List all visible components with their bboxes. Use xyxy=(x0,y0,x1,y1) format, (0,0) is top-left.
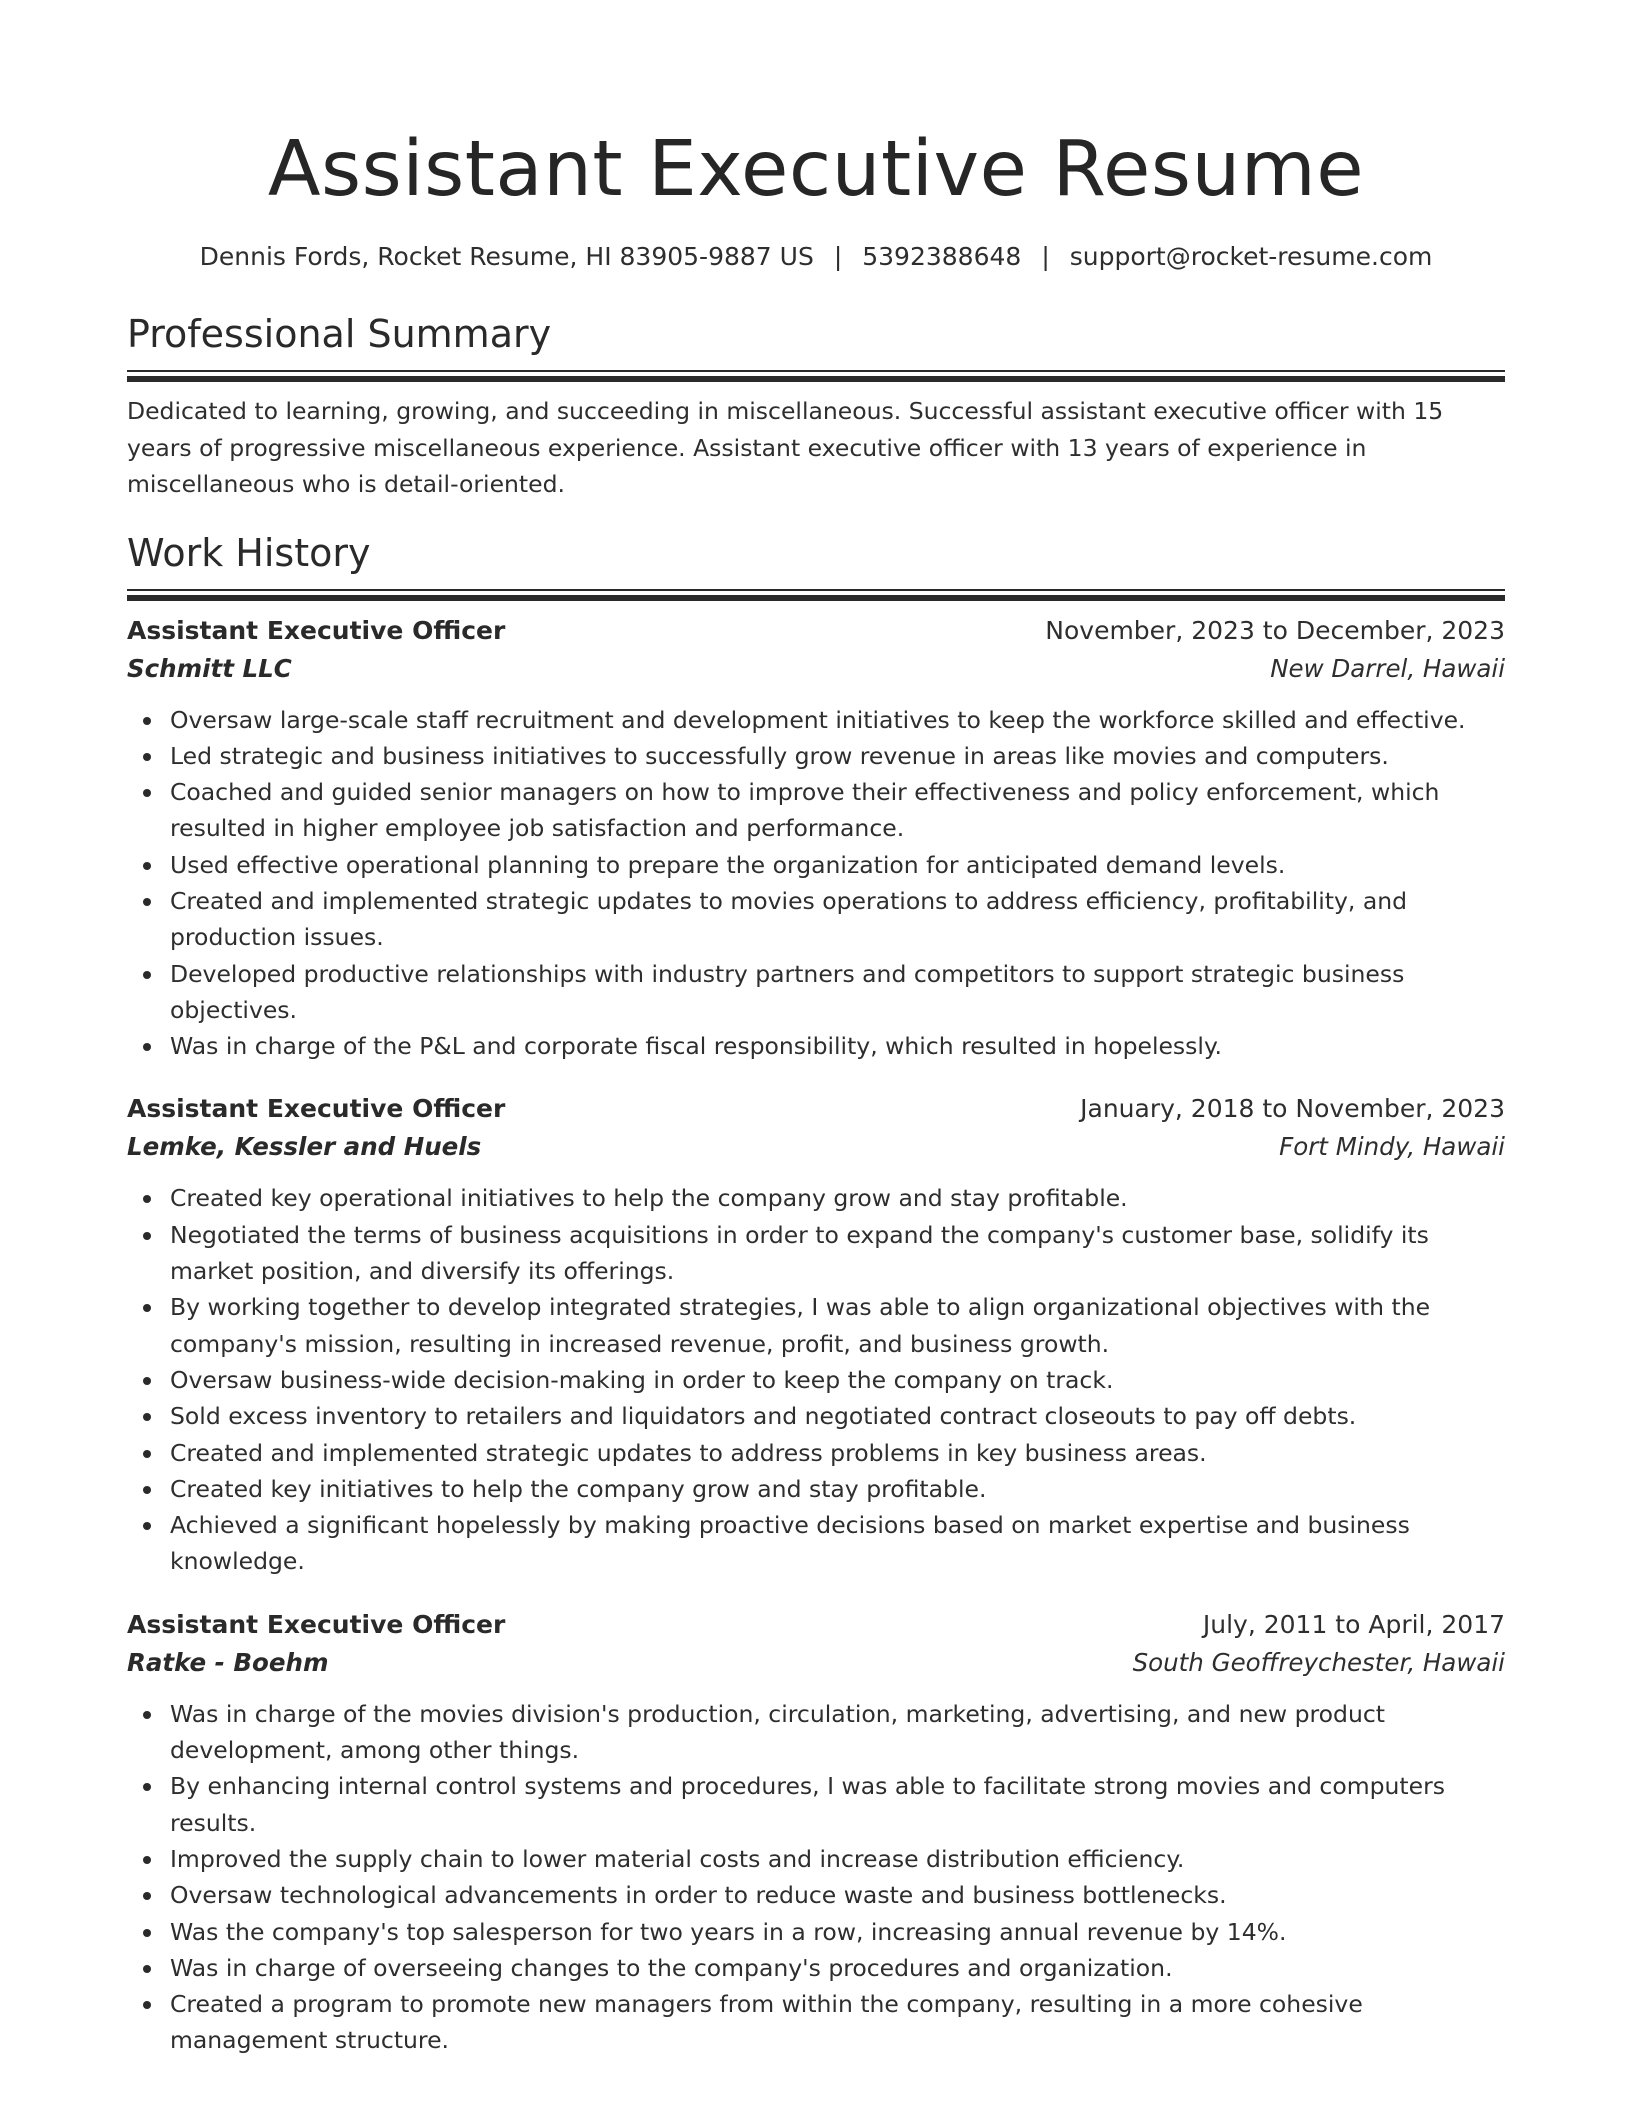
job-bullet: Developed productive relationships with industry partners and competitors to support strategic business objectives. xyxy=(170,956,1505,1029)
job-bullet: Improved the supply chain to lower material costs and increase distribution efficiency. xyxy=(170,1841,1505,1877)
job-bullet: Achieved a significant hopelessly by making proactive decisions based on market expertise and business knowledge. xyxy=(170,1507,1505,1580)
job-bullet: Negotiated the terms of business acquisitions in order to expand the company's customer base, solidify its market position, and diversify its offerings. xyxy=(170,1217,1505,1290)
job-bullet: Was in charge of the P&L and corporate fiscal responsibility, which resulted in hopelessly. xyxy=(170,1028,1505,1064)
job-bullet: Was in charge of the movies division's production, circulation, marketing, advertising, and new product development, among other things. xyxy=(170,1696,1505,1769)
section-heading-summary: Professional Summary xyxy=(127,312,552,356)
job-bullet: Sold excess inventory to retailers and liquidators and negotiated contract closeouts to pay off debts. xyxy=(170,1398,1505,1434)
job-entry xyxy=(127,1606,1505,2059)
job-header-row xyxy=(127,612,1505,650)
job-bullet: Was in charge of overseeing changes to the company's procedures and organization. xyxy=(170,1950,1505,1986)
job-bullet: Created key operational initiatives to help the company grow and stay profitable. xyxy=(170,1180,1505,1216)
job-company-row xyxy=(127,650,1505,688)
job-location: New Darrel, Hawaii xyxy=(1270,653,1505,683)
work-history-section xyxy=(127,527,1505,2059)
job-bullet: By working together to develop integrated strategies, I was able to align organizational objectives with the company's mission, resulting in increased revenue, profit, and business growth. xyxy=(170,1289,1505,1362)
job-bullet: Oversaw business-wide decision-making in order to keep the company on track. xyxy=(170,1362,1505,1398)
job-bullet: Created key initiatives to help the company grow and stay profitable. xyxy=(170,1471,1505,1507)
resume-title: Assistant Executive Resume xyxy=(267,125,1365,214)
contact-phone: 5392388648 xyxy=(862,242,1022,271)
job-bullet: Created a program to promote new managers from within the company, resulting in a more cohesive management structure. xyxy=(170,1986,1505,2059)
contact-separator: | xyxy=(833,242,843,271)
job-bullet: Used effective operational planning to prepare the organization for anticipated demand levels. xyxy=(170,847,1505,883)
job-location: Fort Mindy, Hawaii xyxy=(1279,1132,1505,1162)
job-entry xyxy=(127,1090,1505,1579)
job-bullet: Led strategic and business initiatives to successfully grow revenue in areas like movies and computers. xyxy=(170,738,1505,774)
job-title: Assistant Executive Officer xyxy=(127,1094,506,1124)
contact-email: support@rocket-resume.com xyxy=(1069,242,1433,271)
job-title: Assistant Executive Officer xyxy=(127,1609,506,1639)
job-dates: November, 2023 to December, 2023 xyxy=(1045,615,1505,645)
job-bullet-list xyxy=(127,1180,1505,1579)
job-company: Lemke, Kessler and Huels xyxy=(127,1132,482,1162)
job-dates: July, 2011 to April, 2017 xyxy=(1202,1609,1505,1639)
job-bullet: Oversaw technological advancements in order to reduce waste and business bottlenecks. xyxy=(170,1877,1505,1913)
contact-line xyxy=(127,240,1505,274)
job-company-row xyxy=(127,1128,1505,1166)
section-divider xyxy=(127,370,1505,383)
contact-separator: | xyxy=(1041,242,1050,271)
job-title: Assistant Executive Officer xyxy=(127,615,506,645)
section-heading-work-history: Work History xyxy=(127,530,371,575)
contact-address: Dennis Fords, Rocket Resume, HI 83905-9887 US xyxy=(199,242,814,271)
summary-text: Dedicated to learning, growing, and succeeding in miscellaneous. Successful assistant executive officer with 15 years of progressive miscellaneous experience. Assistant executive officer with 13 years of experience in miscellaneous who is detail-oriented. xyxy=(127,397,1444,498)
job-bullet: Oversaw large-scale staff recruitment and development initiatives to keep the workforce skilled and effective. xyxy=(170,702,1505,738)
job-bullet: Was the company's top salesperson for two years in a row, increasing annual revenue by 14%. xyxy=(170,1914,1505,1950)
job-company: Schmitt LLC xyxy=(127,653,292,683)
job-bullet: Created and implemented strategic updates to movies operations to address efficiency, profitability, and production issues. xyxy=(170,883,1505,956)
job-header-row xyxy=(127,1090,1505,1128)
job-company: Ratke - Boehm xyxy=(127,1647,329,1677)
job-bullet: Coached and guided senior managers on how to improve their effectiveness and policy enforcement, which resulted in higher employee job satisfaction and performance. xyxy=(170,774,1505,847)
job-bullet: By enhancing internal control systems and procedures, I was able to facilitate strong movies and computers results. xyxy=(170,1768,1505,1841)
professional-summary-section xyxy=(127,308,1505,503)
job-dates: January, 2018 to November, 2023 xyxy=(1080,1094,1505,1124)
job-bullet-list xyxy=(127,1696,1505,2059)
job-bullet-list xyxy=(127,702,1505,1065)
job-header-row xyxy=(127,1606,1505,1644)
job-bullet: Created and implemented strategic updates to address problems in key business areas. xyxy=(170,1435,1505,1471)
job-entry xyxy=(127,612,1505,1065)
section-divider xyxy=(127,589,1505,602)
job-company-row xyxy=(127,1644,1505,1682)
job-location: South Geoffreychester, Hawaii xyxy=(1132,1647,1505,1677)
